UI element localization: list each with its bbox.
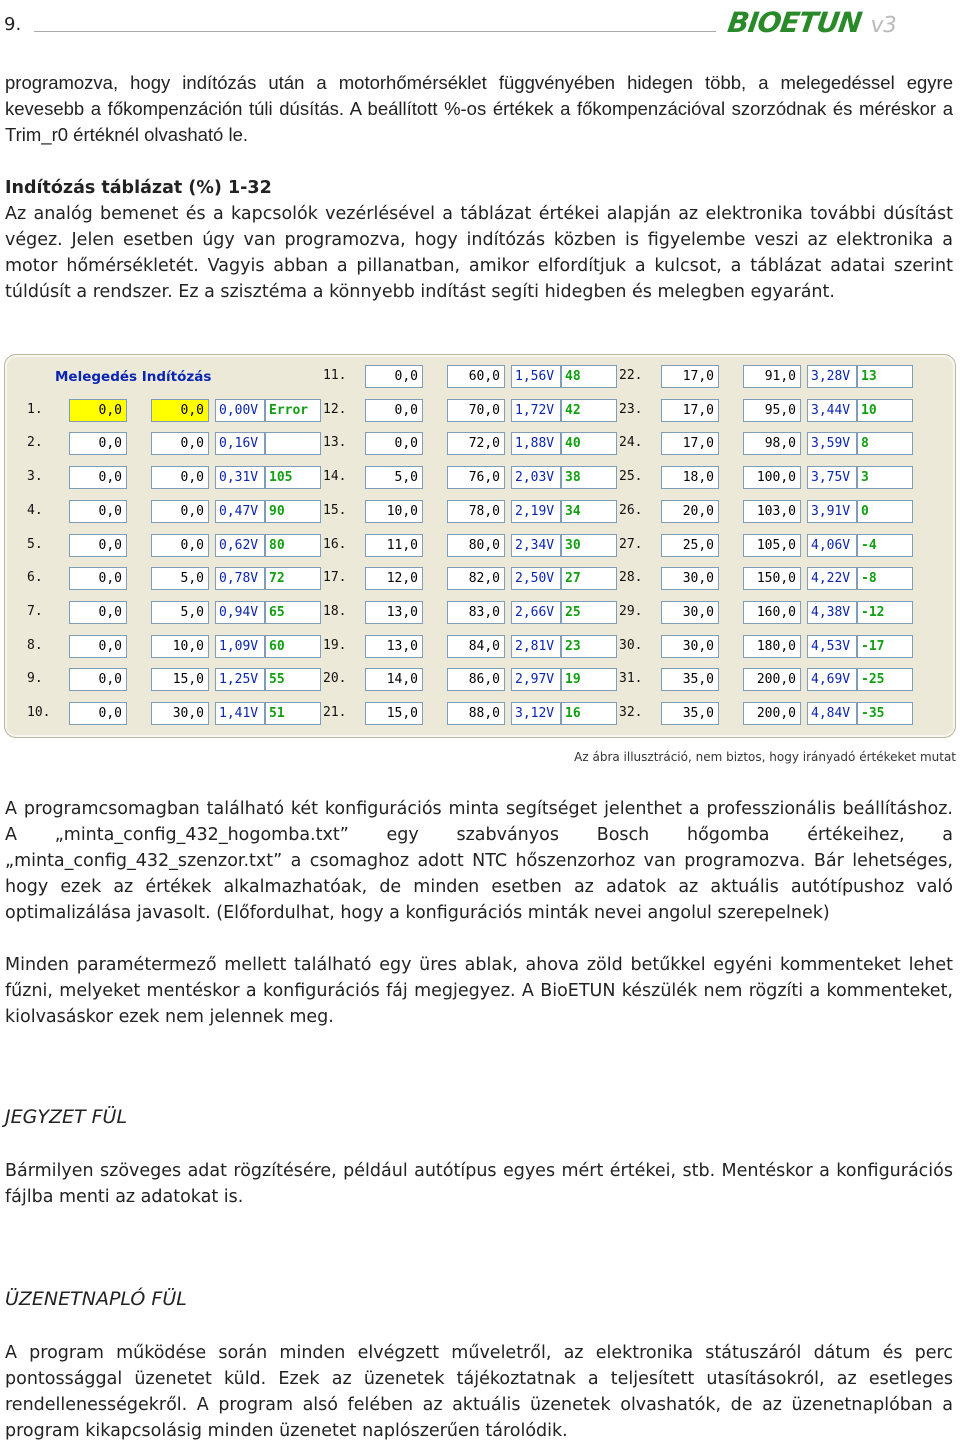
- warm-value-field[interactable]: 0,0: [69, 702, 127, 725]
- figure-caption: Az ábra illusztráció, nem biztos, hogy irányadó értékeket mutat: [574, 750, 956, 764]
- row-index: 11.: [323, 368, 347, 383]
- warm-value-field[interactable]: 12,0: [365, 567, 423, 590]
- start-value-field[interactable]: 200,0: [743, 668, 801, 691]
- row-index: 5.: [27, 536, 43, 552]
- start-value-field[interactable]: 5,0: [151, 601, 209, 624]
- voltage-field: 3,75V: [807, 466, 857, 489]
- row-index: 30.: [619, 637, 643, 653]
- comment-field[interactable]: Error: [265, 399, 321, 422]
- page-header: [0, 0, 960, 48]
- comment-field[interactable]: 16: [561, 702, 617, 725]
- start-value-field[interactable]: 84,0: [447, 635, 505, 658]
- row-index: 21.: [323, 705, 347, 720]
- warm-value-field[interactable]: 13,0: [365, 635, 423, 658]
- voltage-field: 1,41V: [215, 702, 265, 725]
- warm-value-field[interactable]: 0,0: [69, 500, 127, 523]
- row-index: 2.: [27, 435, 43, 451]
- start-value-field[interactable]: 98,0: [743, 432, 801, 455]
- start-value-field[interactable]: 105,0: [743, 534, 801, 557]
- start-value-field[interactable]: 60,0: [447, 365, 505, 388]
- warm-value-field[interactable]: 0,0: [69, 635, 127, 658]
- voltage-field: 0,16V: [215, 432, 265, 455]
- voltage-field: 1,25V: [215, 668, 265, 691]
- start-value-field[interactable]: 150,0: [743, 567, 801, 590]
- comment-field[interactable]: 65: [265, 601, 321, 624]
- warm-value-field[interactable]: 5,0: [365, 466, 423, 489]
- voltage-field: 2,66V: [511, 601, 561, 624]
- comment-field[interactable]: 19: [561, 668, 617, 691]
- comment-field[interactable]: -8: [857, 567, 913, 590]
- comment-field[interactable]: 10: [857, 399, 913, 422]
- voltage-field: 0,31V: [215, 466, 265, 489]
- comment-field[interactable]: 0: [857, 500, 913, 523]
- voltage-field: 1,72V: [511, 399, 561, 422]
- row-index: 26.: [619, 502, 643, 518]
- start-value-field[interactable]: 160,0: [743, 601, 801, 624]
- row-index: 3.: [27, 469, 43, 485]
- warm-value-field[interactable]: 0,0: [69, 432, 127, 455]
- start-value-field[interactable]: 88,0: [447, 702, 505, 725]
- comment-field[interactable]: 13: [857, 365, 913, 388]
- voltage-field: 1,88V: [511, 432, 561, 455]
- voltage-field: 2,03V: [511, 466, 561, 489]
- comment-field[interactable]: 3: [857, 466, 913, 489]
- intro-text: programozva, hogy indítózás után a motorhőmérséklet függvényében hidegen több, a melegedéssel egyre kevesebb a főkompenzáción túli dúsítás. A beállított %-os értékek a főkompenzációval szorzódnak és méréskor a Trim_r0 értéknél olvasható le.: [5, 72, 953, 145]
- comment-field[interactable]: 51: [265, 702, 321, 725]
- comment-field[interactable]: 8: [857, 432, 913, 455]
- bioetun-logo: [726, 6, 899, 39]
- start-value-field[interactable]: 80,0: [447, 534, 505, 557]
- comment-field[interactable]: 55: [265, 668, 321, 691]
- comment-paragraph: Minden paramétermező mellett található egy üres ablak, ahova zöld betűkkel egyéni kommenteket lehet fűzni, melyeket mentéskor a konfigurációs fáj megjegyez. A BioETUN készülék nem rögzíti a kommenteket, kiolvasáskor ezek nem jelennek meg.: [5, 955, 953, 1027]
- comment-field[interactable]: 34: [561, 500, 617, 523]
- voltage-field: 0,47V: [215, 500, 265, 523]
- version-label: v3: [868, 13, 898, 38]
- row-index: 8.: [27, 637, 43, 653]
- header-rule: [34, 31, 716, 32]
- warm-value-field[interactable]: 20,0: [661, 500, 719, 523]
- row-index: 6.: [27, 570, 43, 586]
- start-value-field[interactable]: 103,0: [743, 500, 801, 523]
- uzenetnaplo-text: A program működése során minden elvégzett műveletről, az elektronika státuszáról dátum és perc pontossággal üzenetet küld. Ezek az üzenetek tájékoztatnak a teljesített utasításokról, az esetleges rendellenességekről. A program alsó felében az aktuális üzenetek olvashatók, de az üzenetnaplóban a program kikapcsolásig minden üzenetet naplószerűen tárolódik.: [5, 1343, 953, 1441]
- comment-field[interactable]: -12: [857, 601, 913, 624]
- start-value-field[interactable]: 30,0: [151, 702, 209, 725]
- voltage-field: 2,81V: [511, 635, 561, 658]
- warm-value-field[interactable]: 0,0: [69, 567, 127, 590]
- row-index: 10.: [27, 705, 51, 720]
- row-index: 4.: [27, 502, 43, 518]
- voltage-field: 2,19V: [511, 500, 561, 523]
- warm-value-field[interactable]: 0,0: [365, 432, 423, 455]
- row-index: 31.: [619, 671, 643, 687]
- comment-field[interactable]: 40: [561, 432, 617, 455]
- row-index: 19.: [323, 637, 347, 653]
- comment-field[interactable]: [265, 432, 321, 455]
- comment-field[interactable]: 80: [265, 534, 321, 557]
- start-value-field[interactable]: 200,0: [743, 702, 801, 725]
- warm-value-field[interactable]: 25,0: [661, 534, 719, 557]
- row-index: 9.: [27, 671, 43, 687]
- warm-value-field[interactable]: 0,0: [69, 466, 127, 489]
- voltage-field: 0,78V: [215, 567, 265, 590]
- start-value-field[interactable]: 15,0: [151, 668, 209, 691]
- voltage-field: 2,34V: [511, 534, 561, 557]
- row-index: 29.: [619, 603, 643, 619]
- warm-value-field[interactable]: 0,0: [365, 399, 423, 422]
- start-value-field[interactable]: 72,0: [447, 432, 505, 455]
- row-index: 32.: [619, 705, 643, 720]
- row-index: 15.: [323, 502, 347, 518]
- voltage-field: 2,97V: [511, 668, 561, 691]
- table-description: Az analóg bemenet és a kapcsolók vezérlésével a táblázat értékei alapján az elektronika további dúsítást végez. Jelen esetben úgy van programozva, hogy indítózás közben is figyelembe veszi az elektronika a motor hőmérsékletét. Vagyis abban a pillanatban, amikor elfordítjuk a kulcsot, a táblázat adatai szerint túldúsít a rendszer. Ez a szisztéma a könnyebb indítást segíti hidegben és melegben egyaránt.: [5, 204, 953, 302]
- warm-value-field[interactable]: 30,0: [661, 567, 719, 590]
- start-value-field[interactable]: 0,0: [151, 399, 209, 422]
- comment-field[interactable]: 23: [561, 635, 617, 658]
- jegyzet-text: Bármilyen szöveges adat rögzítésére, például autótípus egyes mért értékei, stb. Mentéskor a konfigurációs fájlba menti az adatokat is.: [5, 1161, 953, 1207]
- row-index: 18.: [323, 603, 347, 619]
- row-index: 7.: [27, 603, 43, 619]
- comment-field[interactable]: 25: [561, 601, 617, 624]
- warm-value-field[interactable]: 35,0: [661, 668, 719, 691]
- comment-field[interactable]: 90: [265, 500, 321, 523]
- warm-value-field[interactable]: 30,0: [661, 601, 719, 624]
- voltage-field: 1,56V: [511, 365, 561, 388]
- row-index: 23.: [619, 401, 643, 417]
- warm-value-field[interactable]: 30,0: [661, 635, 719, 658]
- start-value-field[interactable]: 86,0: [447, 668, 505, 691]
- row-index: 1.: [27, 401, 43, 417]
- start-value-field[interactable]: 100,0: [743, 466, 801, 489]
- start-value-field[interactable]: 0,0: [151, 500, 209, 523]
- comment-field[interactable]: 72: [265, 567, 321, 590]
- voltage-field: 4,69V: [807, 668, 857, 691]
- warm-value-field[interactable]: 17,0: [661, 399, 719, 422]
- row-index: 13.: [323, 435, 347, 451]
- page-number: 9.: [4, 14, 22, 35]
- warm-value-field[interactable]: 0,0: [69, 399, 127, 422]
- comment-field[interactable]: -4: [857, 534, 913, 557]
- voltage-field: 4,84V: [807, 702, 857, 725]
- warm-value-field[interactable]: 35,0: [661, 702, 719, 725]
- start-value-field[interactable]: 78,0: [447, 500, 505, 523]
- warm-value-field[interactable]: 11,0: [365, 534, 423, 557]
- warm-value-field[interactable]: 15,0: [365, 702, 423, 725]
- voltage-field: 3,28V: [807, 365, 857, 388]
- logo-text: BIOETUN: [725, 6, 864, 39]
- warm-value-field[interactable]: 17,0: [661, 365, 719, 388]
- warm-value-field[interactable]: 0,0: [69, 668, 127, 691]
- warm-value-field[interactable]: 0,0: [69, 534, 127, 557]
- config-paragraph: A programcsomagban található két konfigurációs minta segítséget jelenthet a professzionális beállításhoz. A „minta_config_432_hogomba.txt” egy szabványos Bosch hőgomba értékeihez, a „minta_config_432_szenzor.txt” a csomaghoz adott NTC hőszenzorhoz van programozva. Bár lehetséges, hogy ezek az értékek alkalmazhatóak, de minden esetben az adatok az aktuális autótípushoz való optimalizálása javasolt. (Előfordulhat, hogy a konfigurációs minták nevei angolul szerepelnek): [5, 799, 953, 923]
- start-value-field[interactable]: 0,0: [151, 432, 209, 455]
- start-value-field[interactable]: 180,0: [743, 635, 801, 658]
- comment-field[interactable]: 105: [265, 466, 321, 489]
- jegyzet-heading: JEGYZET FÜL: [5, 1106, 128, 1128]
- uzenetnaplo-heading: ÜZENETNAPLÓ FÜL: [5, 1288, 187, 1310]
- warm-value-field[interactable]: 14,0: [365, 668, 423, 691]
- table-heading: Indítózás táblázat (%) 1-32: [5, 178, 272, 198]
- voltage-field: 3,12V: [511, 702, 561, 725]
- voltage-field: 1,09V: [215, 635, 265, 658]
- voltage-field: 3,59V: [807, 432, 857, 455]
- voltage-field: 4,53V: [807, 635, 857, 658]
- comment-field[interactable]: 42: [561, 399, 617, 422]
- start-value-field[interactable]: 91,0: [743, 365, 801, 388]
- row-index: 20.: [323, 671, 347, 687]
- voltage-field: 4,06V: [807, 534, 857, 557]
- warm-value-field[interactable]: 18,0: [661, 466, 719, 489]
- row-index: 14.: [323, 469, 347, 485]
- voltage-field: 0,62V: [215, 534, 265, 557]
- start-value-field[interactable]: 5,0: [151, 567, 209, 590]
- tab-melegedes-inditozas[interactable]: Melegedés Indítózás: [55, 369, 212, 385]
- start-value-field[interactable]: 95,0: [743, 399, 801, 422]
- start-value-field[interactable]: 70,0: [447, 399, 505, 422]
- warm-value-field[interactable]: 13,0: [365, 601, 423, 624]
- comment-field[interactable]: 30: [561, 534, 617, 557]
- row-index: 17.: [323, 570, 347, 586]
- voltage-field: 3,91V: [807, 500, 857, 523]
- warm-value-field[interactable]: 10,0: [365, 500, 423, 523]
- row-index: 28.: [619, 570, 643, 586]
- voltage-field: 0,00V: [215, 399, 265, 422]
- start-value-field[interactable]: 76,0: [447, 466, 505, 489]
- comment-field[interactable]: 38: [561, 466, 617, 489]
- start-value-field[interactable]: 0,0: [151, 466, 209, 489]
- row-index: 27.: [619, 536, 643, 552]
- voltage-field: 4,22V: [807, 567, 857, 590]
- row-index: 24.: [619, 435, 643, 451]
- voltage-field: 3,44V: [807, 399, 857, 422]
- row-index: 16.: [323, 536, 347, 552]
- warm-value-field[interactable]: 0,0: [365, 365, 423, 388]
- voltage-field: 2,50V: [511, 567, 561, 590]
- comment-field[interactable]: 48: [561, 365, 617, 388]
- comment-field[interactable]: -25: [857, 668, 913, 691]
- voltage-field: 0,94V: [215, 601, 265, 624]
- warm-value-field[interactable]: 17,0: [661, 432, 719, 455]
- comment-field[interactable]: 60: [265, 635, 321, 658]
- row-index: 22.: [619, 368, 643, 383]
- row-index: 25.: [619, 469, 643, 485]
- warm-value-field[interactable]: 0,0: [69, 601, 127, 624]
- start-value-field[interactable]: 10,0: [151, 635, 209, 658]
- row-index: 12.: [323, 401, 347, 417]
- start-value-field[interactable]: 0,0: [151, 534, 209, 557]
- comment-field[interactable]: -35: [857, 702, 913, 725]
- start-value-field[interactable]: 83,0: [447, 601, 505, 624]
- comment-field[interactable]: 27: [561, 567, 617, 590]
- starting-table-panel: [4, 354, 956, 738]
- voltage-field: 4,38V: [807, 601, 857, 624]
- start-value-field[interactable]: 82,0: [447, 567, 505, 590]
- comment-field[interactable]: -17: [857, 635, 913, 658]
